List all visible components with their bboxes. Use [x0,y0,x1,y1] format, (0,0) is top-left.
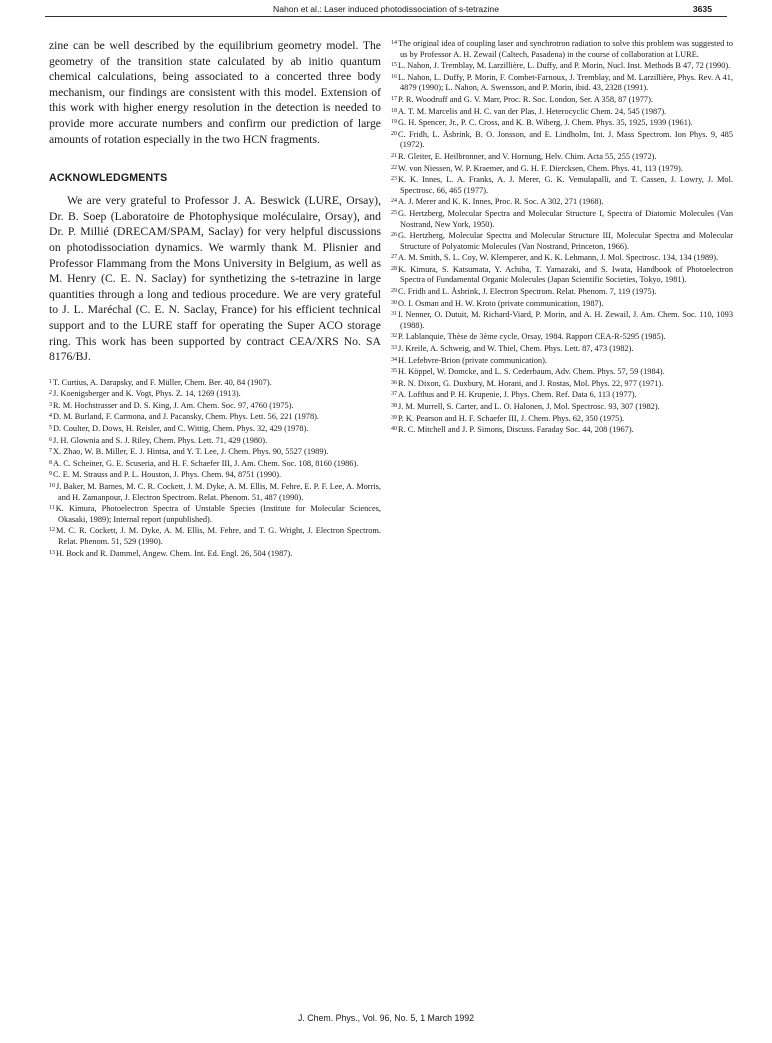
reference-number: 5 [49,425,52,432]
reference-item [49,411,381,423]
reference-item [391,163,733,175]
reference-number: 35 [391,368,397,375]
reference-text: J. Baker, M. Barnes, M. C. R. Cockett, J. M. Dyke, A. M. Ellis, M. Fehre, E. P. F. Lee, A. Morris, and H. Zamanpour, J. Electron Spectrom. Relat. Phenom. 51, 487 (1990). [56,482,381,502]
reference-number: 21 [391,152,397,159]
reference-number: 15 [391,62,397,69]
reference-item [49,388,381,400]
reference-item [391,309,733,331]
reference-item [391,378,733,390]
reference-text: K. Kimura, S. Katsumata, Y. Achiba, T. Yamazaki, and S. Iwata, Handbook of Photoelectron Spectra of Fundamental Organic Molecules (Japan Scientific Societies, Tokyo, 1981). [398,264,733,285]
reference-number: 32 [391,333,397,340]
reference-item [391,38,733,60]
reference-item [49,548,381,560]
reference-item [391,106,733,118]
reference-text: I. Nenner, O. Dutuit, M. Richard-Viard, P. Morin, and A. H. Zewail, J. Am. Chem. Soc. 110, 1093 (1988). [398,310,733,330]
reference-number: 4 [49,413,52,420]
reference-item [391,174,733,196]
reference-item [391,298,733,310]
page-header [0,2,772,16]
reference-item [391,230,733,252]
reference-text: L. Nahon, J. Tremblay, M. Larzillière, L. Duffy, and P. Morin, Nucl. Inst. Methods B 47, 72 (1990). [398,61,731,71]
reference-text: C. E. M. Strauss and P. L. Houston, J. Phys. Chem. 94, 8751 (1990). [53,470,282,480]
reference-number: 34 [391,356,397,363]
reference-item [391,343,733,355]
reference-text: L. Nahon, L. Duffy, P. Morin, F. Combet-Farnoux, J. Tremblay, and M. Larzillière, Phys. Rev. A 41, 4879 (1990); L. Nahon, A. Swensson, and P. Morin, ibid. 43, 2328 (1991). [398,72,733,93]
reference-item [391,196,733,208]
reference-item [49,377,381,389]
reference-item [391,331,733,343]
reference-text: O. I. Osman and H. W. Kroto (private communication, 1987). [398,298,604,308]
reference-number: 14 [391,40,397,46]
reference-text: A. J. Merer and K. K. Innes, Proc. R. Soc. A 302, 271 (1968). [398,197,604,207]
reference-item [391,208,733,230]
reference-text: M. C. R. Cockett, J. M. Dyke, A. M. Ellis, M. Fehre, and T. G. Wright, J. Electron Spectrom. Relat. Phenom. 51, 529 (1990). [56,526,381,546]
reference-text: K. K. Innes, L. A. Franks, A. J. Merer, G. K. Vemulapalli, and T. Cassen, J. Lowry, J. Mol. Spectrosc. 66, 465 (1977). [398,175,733,195]
acknowledgments-paragraph: We are very grateful to Professor J. A. Beswick (LURE, Orsay), Dr. B. Soep (Laboratoire de Photophysique moléculaire, Orsay), and Dr. P. Millié (DRECAM/SPAM, Saclay) for very helpful discussions on photodissociation dynamics. We warmly thank M. Plisnier and Professor Flammang from the Mons University in Belgium, as well as M. Henry (C. E. N. Saclay) for synthetizing the s-tetrazine in large quantities through a long and tedious procedure. We are very grateful to J. L. Maréchal (C. E. N. Saclay, France) for his efficient technical support and to the LURE staff for operating the Super ACO storage ring. This work has been supported by contract CEA/XRS No. SA 8176/BJ. [49,194,381,364]
reference-text: A. C. Scheiner, G. E. Scuseria, and H. F. Schaefer III, J. Am. Chem. Soc. 108, 8160 (1986). [53,458,359,468]
reference-text: C. Fridh, L. Åsbrink, B. O. Jonsson, and E. Lindholm, Int. J. Mass Spectrom. Ion Phys. 9, 485 (1972). [398,129,733,150]
reference-number: 22 [391,164,397,171]
reference-text: P. K. Pearson and H. F. Schaefer III, J. Chem. Phys. 62, 350 (1975). [398,413,625,423]
reference-number: 6 [49,436,52,443]
reference-item [391,413,733,425]
reference-text: P. R. Woodruff and G. V. Marr, Proc. R. Soc. London, Ser. A 358, 87 (1977). [398,94,653,104]
reference-text: H. Köppel, W. Domcke, and L. S. Cederbaum, Adv. Chem. Phys. 57, 59 (1984). [398,367,665,377]
acknowledgments-heading: ACKNOWLEDGMENTS [49,172,168,185]
reference-number: 3 [49,401,52,408]
reference-number: 7 [49,448,52,455]
reference-item [391,252,733,264]
reference-number: 38 [391,403,397,409]
reference-item [391,366,733,378]
reference-number: 40 [391,426,397,433]
reference-number: 27 [391,254,397,261]
reference-item [391,389,733,401]
reference-text: T. Curtius, A. Darapsky, and F. Müller, Chem. Ber. 40, 84 (1907). [53,377,272,387]
reference-number: 29 [391,288,397,295]
reference-text: J. M. Murrell, S. Carter, and L. O. Halonen, J. Mol. Spectrosc. 93, 307 (1982). [398,402,660,411]
reference-text: G. Hertzberg, Molecular Spectra and Molecular Structure I, Spectra of Diatomic Molecules (Van Nostrand, New York, 1950). [398,208,733,229]
reference-text: K. Kimura, Photoelectron Spectra of Unstable Species (Institute for Molecular Sciences, Okasaki, 1989); Internal report (unpublished). [55,504,381,524]
reference-text: A. Lofthus and P. H. Krupenie, J. Phys. Chem. Ref. Data 6, 113 (1977). [398,390,637,400]
reference-item [49,469,381,481]
reference-item [49,400,381,412]
page-number: 3635 [692,4,712,14]
reference-text: G. Hertzberg, Molecular Spectra and Molecular Structure III, Molecular Spectra and Molecular Structure of Polyatomic Molecules (Van Nostrand, Princeton, 1966). [398,231,733,251]
reference-number: 30 [391,299,397,306]
reference-number: 23 [391,176,397,183]
reference-item [391,117,733,129]
reference-number: 16 [391,73,397,80]
reference-text: A. M. Smith, S. L. Coy, W. Klemperer, and K. K. Lehmann, J. Mol. Spectrosc. 134, 134 (1989). [398,253,719,263]
reference-text: R. M. Hochstrasser and D. S. King, J. Am. Chem. Soc. 97, 4760 (1975). [53,400,294,410]
reference-text: R. C. Mitchell and J. P. Simons, Discuss. Faraday Soc. 44, 208 (1967). [398,425,634,435]
reference-item [49,435,381,447]
reference-text: P. Lablanquie, Thèse de 3ème cycle, Orsay, 1984. Rapport CEA-R-5295 (1985). [398,332,666,342]
reference-item [391,264,733,286]
reference-number: 19 [391,119,397,126]
reference-text: H. Lefebvre-Brion (private communication). [398,355,547,365]
reference-text: J. H. Glownia and S. J. Riley, Chem. Phys. Lett. 71, 429 (1980). [53,435,268,445]
header-rule [45,16,727,17]
reference-number: 33 [391,345,397,352]
reference-item [391,424,733,436]
reference-number: 11 [49,505,55,512]
reference-item [49,446,381,458]
reference-item [49,458,381,470]
reference-number: 36 [391,379,397,386]
reference-number: 17 [391,95,397,102]
reference-text: C. Fridh and L. Åsbrink, J. Electron Spectrom. Relat. Phenom. 7, 119 (1975). [398,287,657,297]
reference-item [391,129,733,151]
reference-item [49,481,381,503]
journal-footer: J. Chem. Phys., Vol. 96, No. 5, 1 March 1992 [297,1013,475,1023]
reference-text: D. Coulter, D. Dows, H. Reisler, and C. Wittig, Chem. Phys. 32, 429 (1978). [53,424,309,434]
reference-item [391,72,733,94]
reference-text: D. M. Burland, F. Carmona, and J. Pacansky, Chem. Phys. Lett. 56, 221 (1978). [53,412,319,422]
reference-text: W. von Niessen, W. P. Kraemer, and G. H. F. Diercksen, Chem. Phys. 41, 113 (1979). [398,163,683,173]
reference-text: X. Zhao, W. B. Miller, E. J. Hintsa, and Y. T. Lee, J. Chem. Phys. 90, 5527 (1989). [53,447,329,457]
reference-text: J. Kreile, A. Schweig, and W. Thiel, Chem. Phys. Lett. 87, 473 (1982). [398,344,634,354]
reference-number: 20 [391,130,397,137]
reference-number: 26 [391,232,397,239]
reference-text: G. H. Spencer, Jr., P. C. Cross, and K. B. Wiberg, J. Chem. Phys. 35, 1925, 1939 (1961). [398,118,693,128]
reference-text: The original idea of coupling laser and synchrotron radiation to solve this problem was suggested to us by Professor A. H. Zewail (Caltech, Pasadena) in the course of collaboration at LURE. [398,39,733,59]
reference-number: 10 [49,483,55,490]
reference-number: 12 [49,527,55,534]
reference-text: A. T. M. Marcelis and H. C. van der Plas, J. Heterocyclic Chem. 24, 545 (1987). [398,106,667,116]
reference-item [391,94,733,106]
reference-item [49,423,381,435]
reference-text: H. Bock and R. Dammel, Angew. Chem. Int. Ed. Engl. 26, 504 (1987). [56,548,293,558]
reference-number: 8 [49,459,52,466]
reference-item [391,151,733,163]
reference-item [391,286,733,298]
reference-item [49,525,381,547]
reference-item [391,60,733,72]
reference-number: 25 [391,209,397,216]
reference-item [391,355,733,367]
reference-number: 39 [391,414,397,421]
body-paragraph: zine can be well described by the equilibrium geometry model. The geometry of the transition state calculated by ab initio quantum chemical calculations, being associated to a concerted three body mechanism, our findings are consistent with this model. Extension of this work with higher energy resolution in the detection is needed to provide more accurate numbers and confirm our prediction of large amounts of rotation especially in the two HCN fragments. [49,39,381,146]
reference-list-left [49,377,381,560]
left-column [49,38,381,559]
reference-list-right [391,38,733,436]
reference-number: 13 [49,549,55,556]
reference-number: 2 [49,390,52,397]
reference-item [49,503,381,525]
reference-number: 31 [391,311,397,318]
reference-number: 28 [391,265,397,272]
running-title: Nahon et al.: Laser induced photodissociation of s-tetrazine [273,4,499,14]
reference-text: R. N. Dixon, G. Duxbury, M. Horani, and J. Rostas, Mol. Phys. 22, 977 (1971). [398,378,664,388]
reference-item [391,401,733,413]
reference-number: 18 [391,107,397,114]
reference-number: 37 [391,391,397,398]
reference-number: 9 [49,471,52,478]
reference-number: 1 [49,378,52,385]
reference-number: 24 [391,198,397,205]
reference-text: R. Gleiter, E. Heilbronner, and V. Hornung, Helv. Chim. Acta 55, 255 (1972). [398,151,657,161]
reference-text: J. Koenigsberger and K. Vogt, Phys. Z. 14, 1269 (1913). [53,389,241,399]
